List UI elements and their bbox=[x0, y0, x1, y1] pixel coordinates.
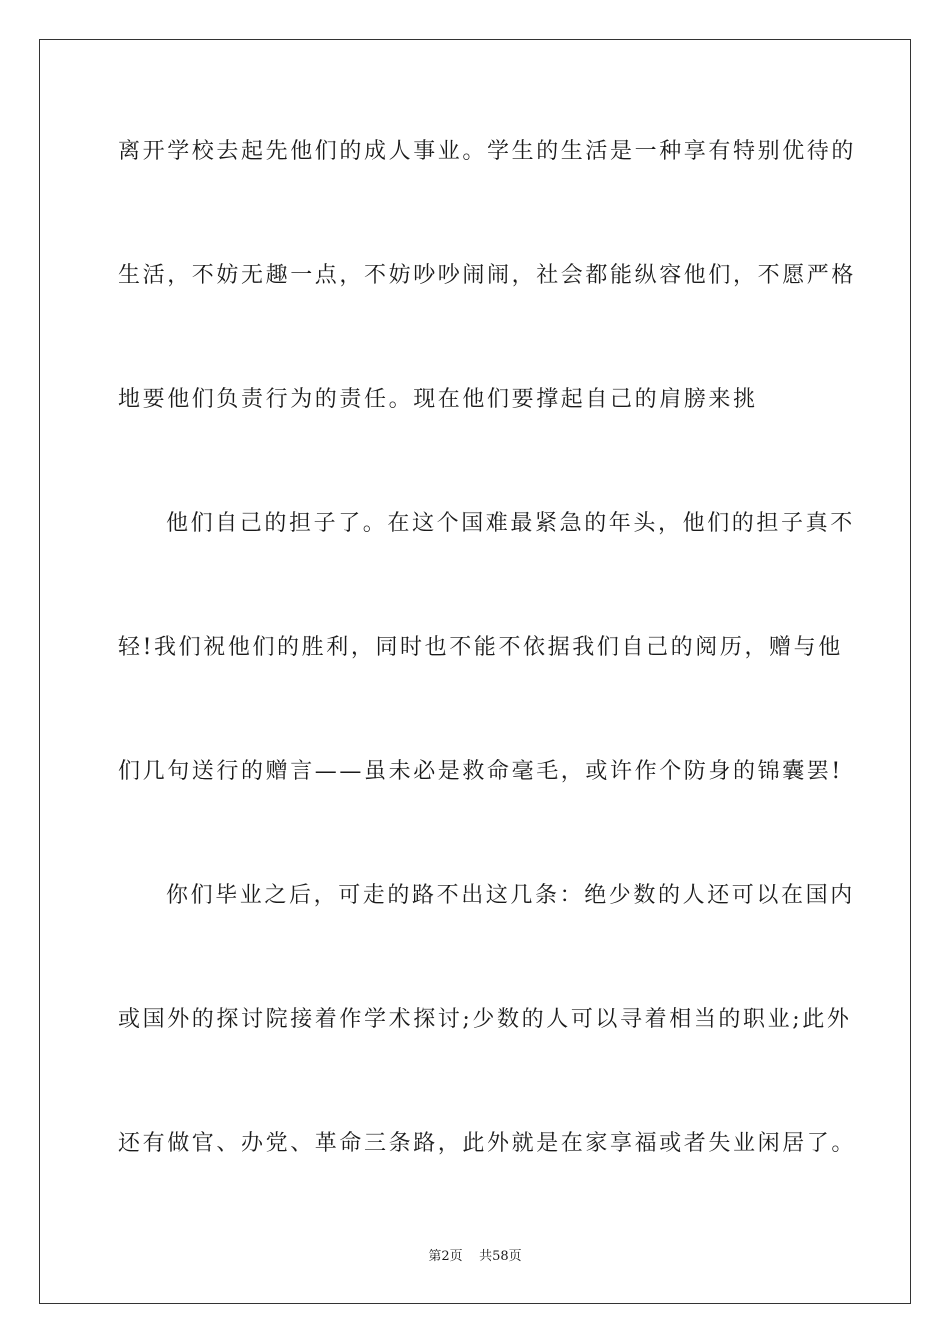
page-number-footer: 第2页 共58页 bbox=[428, 1249, 522, 1264]
paragraph-line: 或国外的探讨院接着作学术探讨;少数的人可以寻着相当的职业;此外 bbox=[118, 1007, 852, 1032]
paragraph-line: 地要他们负责行为的责任。现在他们要撑起自己的肩膀来挑 bbox=[118, 387, 758, 412]
paragraph-line: 们几句送行的赠言——虽未必是救命毫毛，或许作个防身的锦囊罢! bbox=[118, 759, 843, 784]
paragraph-line: 生活，不妨无趣一点，不妨吵吵闹闹，社会都能纵容他们，不愿严格 bbox=[118, 263, 857, 288]
paragraph-line: 他们自己的担子了。在这个国难最紧急的年头，他们的担子真不 bbox=[166, 511, 855, 536]
paragraph-line: 离开学校去起先他们的成人事业。学生的生活是一种享有特别优待的 bbox=[118, 139, 857, 164]
paragraph-line: 轻!我们祝他们的胜利，同时也不能不依据我们自己的阅历，赠与他 bbox=[118, 635, 843, 660]
page-border bbox=[39, 39, 911, 1304]
paragraph-line: 你们毕业之后，可走的路不出这几条：绝少数的人还可以在国内 bbox=[166, 883, 855, 908]
paragraph-line: 还有做官、办党、革命三条路，此外就是在家享福或者失业闲居了。 bbox=[118, 1131, 857, 1156]
